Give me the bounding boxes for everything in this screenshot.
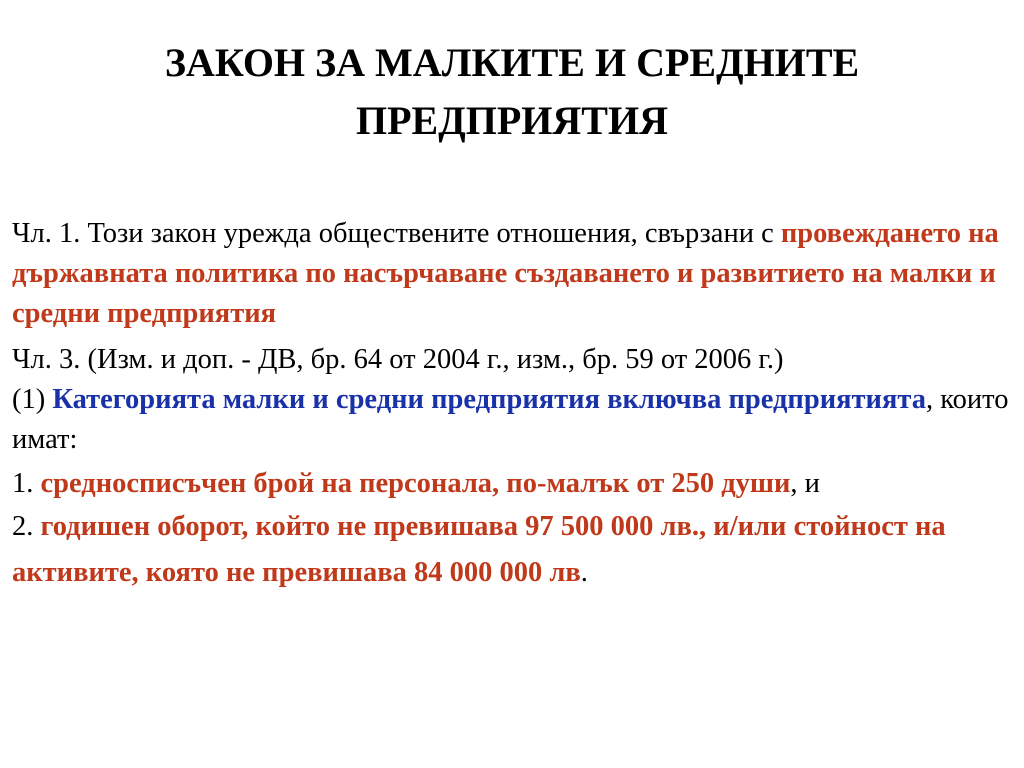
criterion-2: [12, 504, 1012, 596]
slide-body: [12, 214, 1012, 596]
article-1: [12, 214, 1012, 334]
criterion-1-tail: , и: [790, 468, 820, 499]
criterion-2-number: 2.: [12, 511, 41, 542]
slide-title: [0, 34, 1024, 150]
article-3-item-prefix: (1): [12, 384, 53, 415]
title-line-1: ЗАКОН ЗА МАЛКИТЕ И СРЕДНИТЕ: [164, 40, 860, 85]
criterion-2-tail: .: [580, 557, 588, 588]
criterion-1: [12, 464, 1012, 504]
criterion-1-number: 1.: [12, 468, 41, 499]
article-3-header: Чл. 3. (Изм. и доп. - ДВ, бр. 64 от 2004 г., изм., бр. 59 от 2006 г.): [12, 344, 784, 375]
article-3-item-1: [12, 380, 1012, 460]
article-1-lead: Чл. 1. Този закон урежда обществените отношения, свързани с: [12, 218, 781, 249]
article-3-highlight: Категорията малки и средни предприятия включва предприятията: [52, 384, 926, 415]
article-3-tail: , които имат:: [12, 384, 1009, 455]
criterion-1-highlight: средносписъчен брой на персонала, по-малък от 250 души: [40, 468, 791, 499]
article-1-highlight: провеждането на държавната политика по насърчаване създаването и развитието на малки и средни предприятия: [12, 218, 999, 329]
criterion-2-highlight: годишен оборот, който не превишава 97 500 000 лв., и/или стойност на активите, която не превишава 84 000 000 лв: [12, 511, 946, 588]
title-line-2: ПРЕДПРИЯТИЯ: [356, 98, 668, 143]
